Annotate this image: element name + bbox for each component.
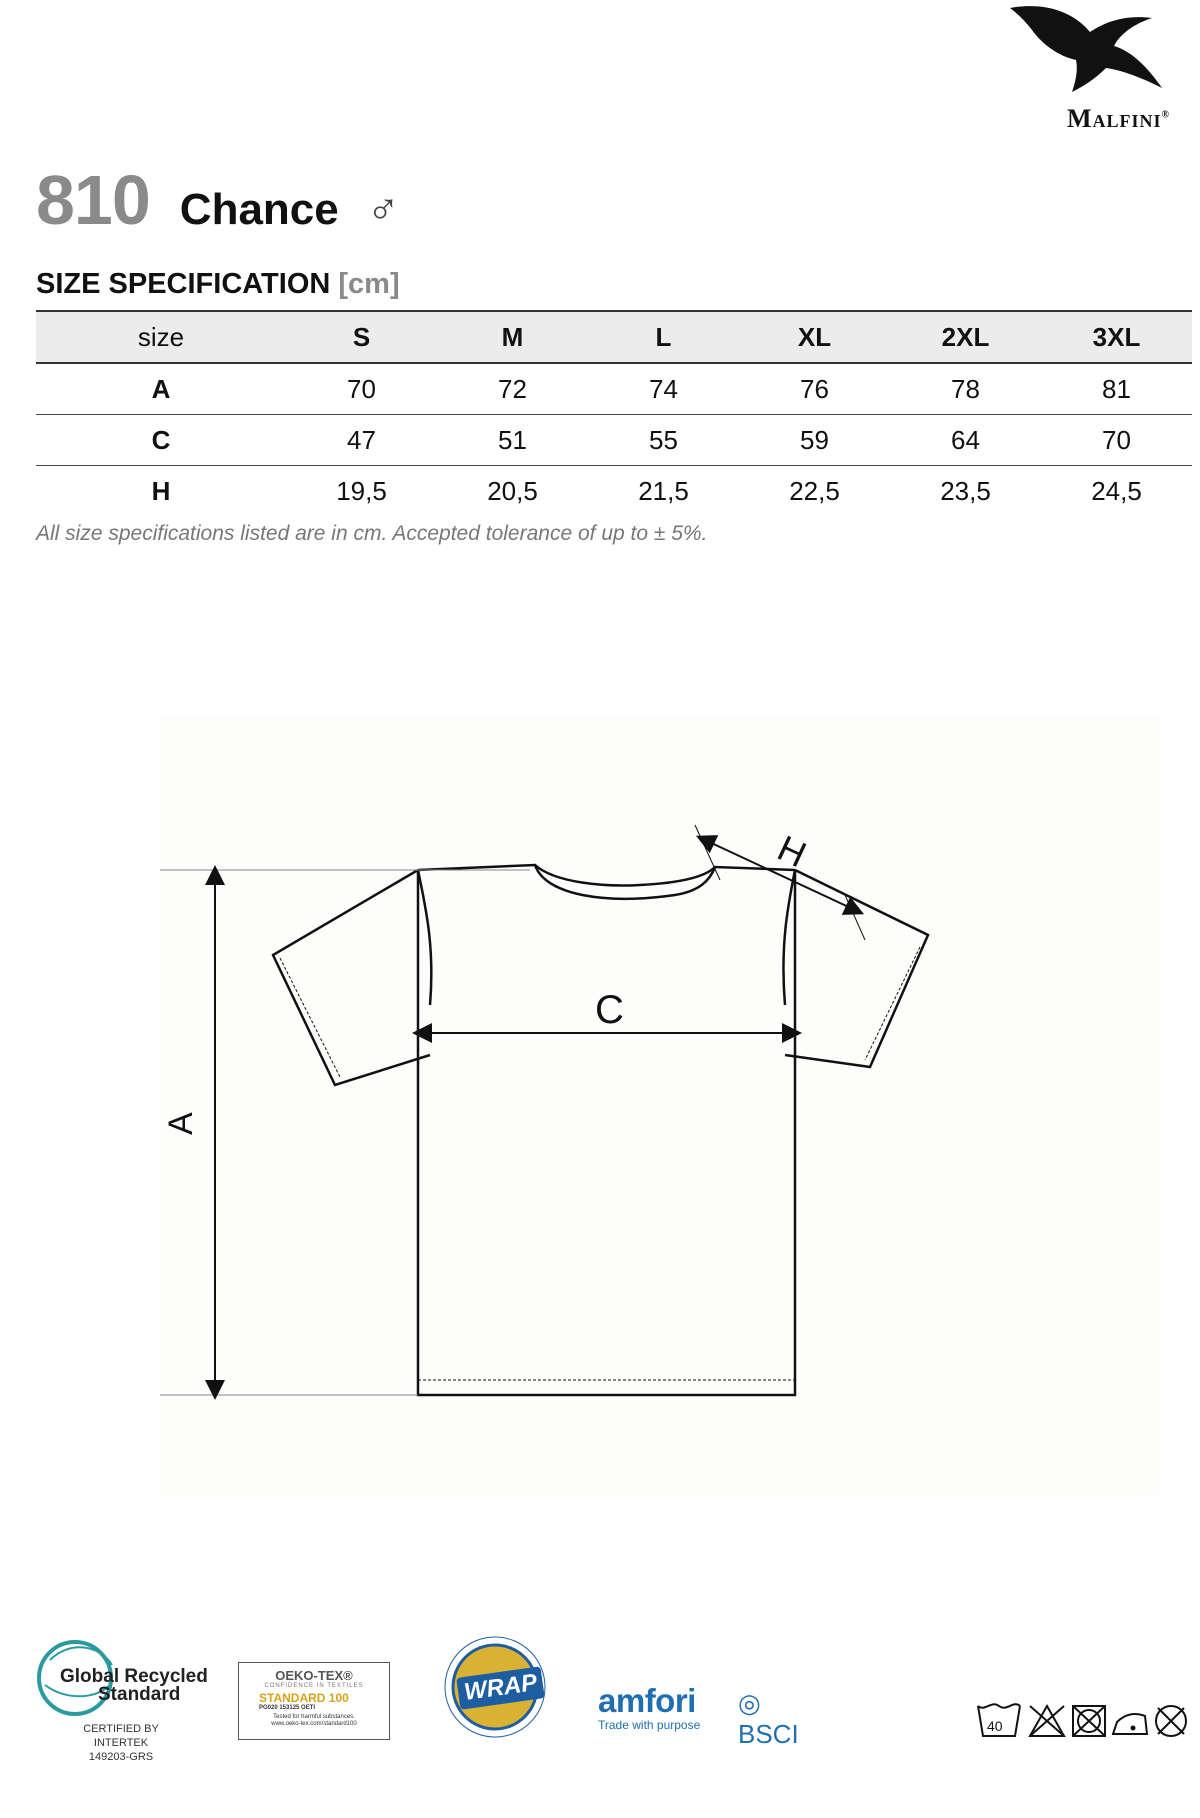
iron-low-icon <box>1113 1714 1147 1734</box>
dimension-a-label: A <box>162 1112 200 1135</box>
table-cell: 19,5 <box>336 475 387 506</box>
table-cell: 70 <box>347 373 376 404</box>
grs-cert-id: 149203-GRS <box>88 1751 154 1763</box>
oeko-tested: Tested for harmful substances. <box>273 1714 355 1720</box>
header-size-xl: XL <box>797 321 832 352</box>
table-cell: 47 <box>347 424 376 455</box>
oeko-url: www.oeko-tex.com/standard100 <box>271 1721 357 1727</box>
wrap-logo <box>440 1632 550 1742</box>
tshirt-outline <box>160 715 1160 1495</box>
tshirt-diagram <box>160 715 1160 1495</box>
oeko-tex-label <box>238 1662 390 1740</box>
dimension-c-label: C <box>595 988 624 1032</box>
table-row <box>36 415 1192 466</box>
header-size-2xl: 2XL <box>941 321 990 352</box>
spec-heading: SIZE SPECIFICATION [cm] <box>36 268 400 300</box>
amfori-name: amfori <box>598 1682 696 1719</box>
table-cell: 72 <box>498 373 527 404</box>
wrap-label: WRAP <box>456 1666 545 1710</box>
row-label: C <box>151 424 171 455</box>
no-dry-clean-icon <box>1156 1706 1186 1736</box>
grs-logo <box>30 1630 230 1763</box>
size-table <box>36 310 1192 516</box>
no-tumble-dry-icon <box>1073 1706 1105 1736</box>
table-row <box>36 363 1192 415</box>
brand-name: Malfini® <box>1066 104 1170 133</box>
table-cell: 74 <box>649 373 678 404</box>
row-label: H <box>151 475 171 506</box>
table-row <box>36 466 1192 517</box>
amfori-bsci-logo <box>598 1682 799 1749</box>
male-gender-icon: ♂ <box>366 185 400 234</box>
table-cell: 20,5 <box>487 475 538 506</box>
header-size-l: L <box>655 321 672 352</box>
care-symbols <box>975 1698 1195 1753</box>
header-size-3xl: 3XL <box>1092 321 1141 352</box>
header-size-label: size <box>137 321 185 352</box>
tolerance-note: All size specifications listed are in cm. Accepted tolerance of up to ± 5%. <box>36 522 708 545</box>
no-bleach-icon <box>1030 1706 1064 1736</box>
oeko-code: PG020 153125 OETI <box>259 1705 316 1711</box>
oeko-title: OEKO-TEX® <box>275 1668 353 1683</box>
product-title <box>36 160 400 240</box>
table-cell: 23,5 <box>940 475 991 506</box>
row-label: A <box>151 373 171 404</box>
table-cell: 81 <box>1102 373 1131 404</box>
dimension-h-label: H <box>771 827 813 876</box>
eagle-icon <box>1002 0 1172 100</box>
bsci-label: ◎ BSCI <box>738 1688 799 1749</box>
table-cell: 51 <box>498 424 527 455</box>
grs-cert-by: CERTIFIED BY INTERTEK <box>83 1723 159 1749</box>
amfori-tagline: Trade with purpose <box>598 1718 701 1732</box>
oeko-standard: STANDARD 100 <box>259 1691 349 1705</box>
grs-title-1: Global Recycled <box>60 1666 208 1687</box>
table-cell: 55 <box>649 424 678 455</box>
header-size-m: M <box>501 321 524 352</box>
brand-logo <box>990 0 1180 140</box>
table-cell: 64 <box>951 424 980 455</box>
wash-40-icon <box>978 1704 1020 1736</box>
table-cell: 78 <box>951 373 980 404</box>
table-cell: 59 <box>800 424 829 455</box>
table-cell: 70 <box>1102 424 1131 455</box>
spec-unit: [cm] <box>338 268 400 300</box>
oeko-subtitle: CONFIDENCE IN TEXTILES <box>264 1683 364 1689</box>
table-header-row <box>36 311 1192 363</box>
header-size-s: S <box>352 321 371 352</box>
product-name: Chance <box>179 185 339 234</box>
table-cell: 76 <box>800 373 829 404</box>
svg-text:40: 40 <box>987 1718 1003 1734</box>
table-cell: 22,5 <box>789 475 840 506</box>
table-cell: 24,5 <box>1091 475 1142 506</box>
grs-title-2: Standard <box>98 1684 181 1705</box>
table-cell: 21,5 <box>638 475 689 506</box>
certifications-bar <box>30 1620 1200 1770</box>
product-number: 810 <box>36 161 150 239</box>
